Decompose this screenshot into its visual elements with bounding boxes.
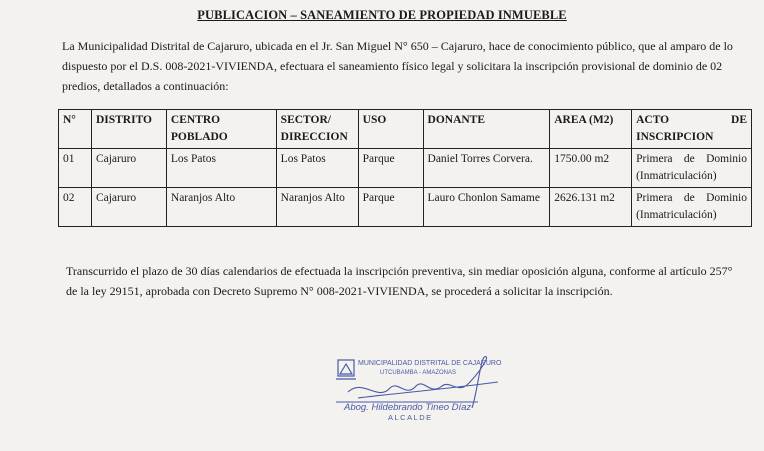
cell-distrito: Cajaruro bbox=[91, 149, 166, 188]
cell-n: 01 bbox=[59, 149, 92, 188]
cell-acto: Primera de Dominio (Inmatriculación) bbox=[632, 188, 752, 227]
intro-paragraph: La Municipalidad Distrital de Cajaruro, ubicada en el Jr. San Miguel N° 650 – Cajaruro, hace de conocimiento público, que al amparo de lo dispuesto por el D.S. 008-2021-VIVIENDA, efectuara el saneamiento físico legal y solicitara la inscripción provisional de dominio de 02 predios, detallados a continuación: bbox=[62, 39, 733, 93]
header-distrito: DISTRITO bbox=[91, 110, 166, 149]
closing-paragraph: Transcurrido el plazo de 30 días calendarios de efectuada la inscripción preventiva, sin mediar oposición alguna, conforme al artículo 257° de la ley 29151, aprobada con Decreto Supremo N° 008-2021-VIVIENDA, se procederá a solicitar la inscripción. bbox=[66, 264, 733, 298]
cell-sector: Los Patos bbox=[276, 149, 358, 188]
cell-distrito: Cajaruro bbox=[91, 188, 166, 227]
table-row bbox=[59, 188, 752, 227]
cell-centro-poblado: Naranjos Alto bbox=[166, 188, 276, 227]
table-header-row bbox=[59, 110, 752, 149]
header-n: N° bbox=[59, 110, 92, 149]
cell-donante: Daniel Torres Corvera. bbox=[423, 149, 550, 188]
document-title: PUBLICACION – SANEAMIENTO DE PROPIEDAD INMUEBLE bbox=[197, 8, 567, 22]
header-acto bbox=[632, 110, 752, 149]
header-sector-line1: SECTOR/ bbox=[280, 114, 331, 126]
cell-uso: Parque bbox=[358, 188, 423, 227]
stamp-line1: MUNICIPALIDAD DISTRITAL DE CAJARURO bbox=[358, 360, 502, 367]
header-area: AREA (M2) bbox=[550, 110, 632, 149]
cell-area: 1750.00 m2 bbox=[550, 149, 632, 188]
cell-sector: Naranjos Alto bbox=[276, 188, 358, 227]
header-uso: USO bbox=[358, 110, 423, 149]
signatory-name: Abog. Hildebrando Tineo Díaz bbox=[344, 402, 472, 413]
header-acto-word1: ACTO bbox=[636, 114, 670, 126]
header-sector-line2: DIRECCION bbox=[280, 131, 348, 143]
stamp-line2: UTCUBAMBA - AMAZONAS bbox=[380, 370, 457, 376]
header-centro-poblado: CENTRO POBLADO bbox=[166, 110, 276, 149]
signature-stamp bbox=[318, 352, 518, 432]
cell-area: 2626.131 m2 bbox=[550, 188, 632, 227]
cell-uso: Parque bbox=[358, 149, 423, 188]
header-acto-word2: DE bbox=[731, 114, 747, 126]
table-row bbox=[59, 149, 752, 188]
signatory-role: ALCALDE bbox=[388, 413, 433, 422]
properties-table bbox=[58, 109, 752, 227]
cell-n: 02 bbox=[59, 188, 92, 227]
header-sector bbox=[276, 110, 358, 149]
header-donante: DONANTE bbox=[423, 110, 550, 149]
header-acto-line2: INSCRIPCION bbox=[636, 131, 714, 143]
cell-centro-poblado: Los Patos bbox=[166, 149, 276, 188]
seal-emblem-icon bbox=[336, 360, 356, 379]
cell-donante: Lauro Chonlon Samame bbox=[423, 188, 550, 227]
cell-acto: Primera de Dominio (Inmatriculación) bbox=[632, 149, 752, 188]
